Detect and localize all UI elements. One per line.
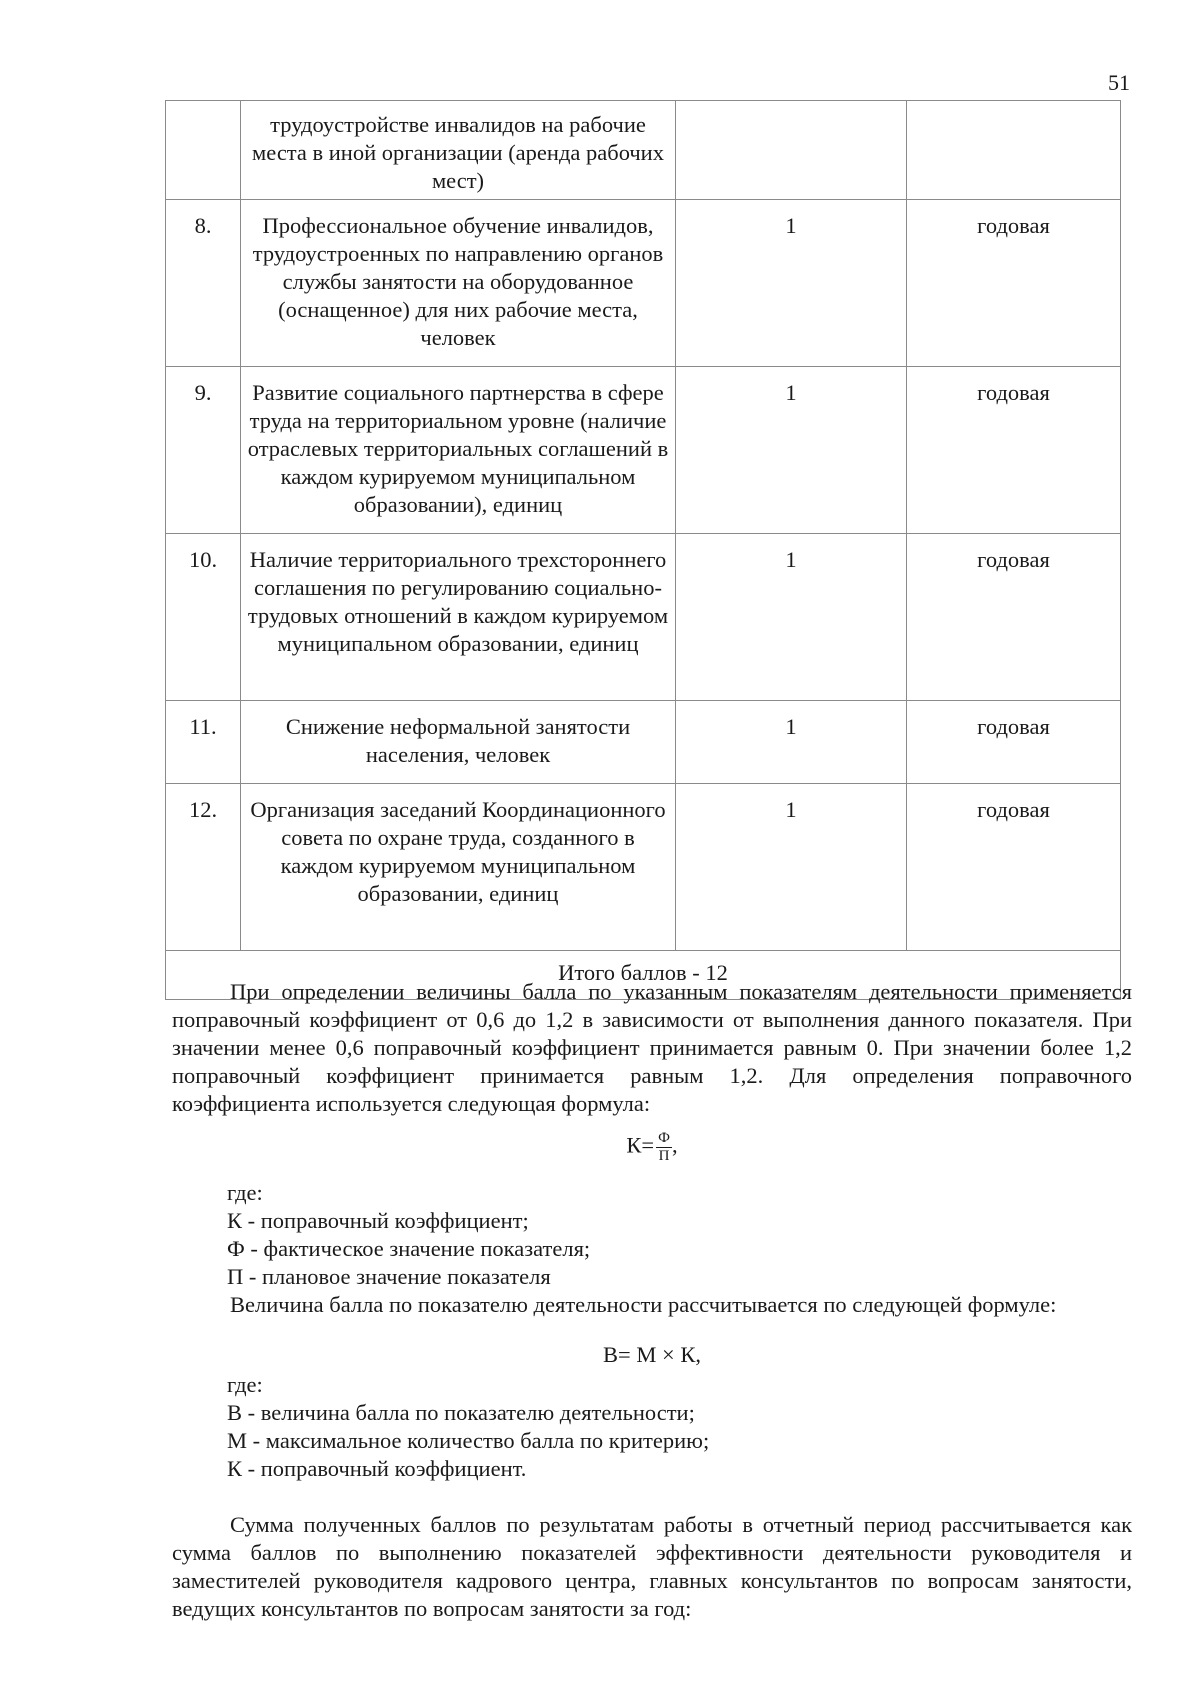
row-max-cell: [676, 101, 907, 200]
table-row: [166, 701, 1121, 784]
formula-coefficient: [172, 1130, 1132, 1165]
table-row: [166, 200, 1121, 367]
row-name-cell: Наличие территориального трехстороннего соглашения по регулированию социально-трудовых отношений в каждом курируемом муниципальном образовании, единиц: [241, 534, 676, 701]
formula-lhs: К=: [626, 1132, 655, 1158]
row-max-cell: 1: [676, 200, 907, 367]
where-label: где:: [227, 1372, 263, 1397]
row-period-cell: годовая: [907, 701, 1121, 784]
row-period-cell: годовая: [907, 200, 1121, 367]
table-row: [166, 784, 1121, 951]
row-number-cell: 10.: [166, 534, 241, 701]
definition-item: К - поправочный коэффициент;: [227, 1208, 529, 1233]
definition-item: К - поправочный коэффициент.: [227, 1456, 527, 1481]
definition-item: П - плановое значение показателя: [227, 1264, 551, 1289]
table-row: [166, 101, 1121, 200]
where-label: где:: [227, 1180, 263, 1205]
total-cell: Итого баллов - 12: [166, 951, 1121, 1000]
row-period-cell: годовая: [907, 784, 1121, 951]
row-number-cell: 12.: [166, 784, 241, 951]
row-name-cell: Развитие социального партнерства в сфере труда на территориальном уровне (наличие отраслевых территориальных соглашений в каждом курируемом муниципальном образовании), единиц: [241, 367, 676, 534]
definition-item: М - максимальное количество балла по критерию;: [227, 1428, 710, 1453]
row-period-cell: годовая: [907, 534, 1121, 701]
row-max-cell: 1: [676, 534, 907, 701]
row-max-cell: 1: [676, 784, 907, 951]
row-name-cell: Профессиональное обучение инвалидов, трудоустроенных по направлению органов службы занятости на оборудованное (оснащенное) для них рабочие места, человек: [241, 200, 676, 367]
formula-score: В= М × К,: [603, 1342, 701, 1367]
table-row: [166, 534, 1121, 701]
paragraph-score-formula-intro: Величина балла по показателю деятельности рассчитывается по следующей формуле:: [230, 1292, 1057, 1317]
formula-fraction: [656, 1130, 672, 1165]
paragraph-sum-of-scores: Сумма полученных баллов по результатам работы в отчетный период рассчитывается как сумма баллов по выполнению показателей эффективности деятельности руководителя и заместителей руководителя кадрового центра, главных консультантов по вопросам занятости, ведущих консультантов по вопросам занятости за год:: [172, 1512, 1132, 1621]
paragraph-correction-coefficient: При определении величины балла по указанным показателям деятельности применяется поправочный коэффициент от 0,6 до 1,2 в зависимости от выполнения данного показателя. При значении менее 0,6 поправочный коэффициент принимается равным 0. При значении более 1,2 поправочный коэффициент принимается равным 1,2. Для определения поправочного коэффициента используется следующая формула:: [172, 979, 1132, 1116]
row-period-cell: годовая: [907, 367, 1121, 534]
fraction-numerator: Ф: [658, 1130, 670, 1146]
page-number: 51: [1108, 70, 1130, 95]
definition-item: В - величина балла по показателю деятельности;: [227, 1400, 695, 1425]
row-number-cell: 8.: [166, 200, 241, 367]
criteria-table: [165, 100, 1121, 1000]
definition-item: Ф - фактическое значение показателя;: [227, 1236, 591, 1261]
body-text: [172, 978, 1132, 1623]
row-name-cell: трудоустройстве инвалидов на рабочие места в иной организации (аренда рабочих мест): [241, 101, 676, 200]
table-row: [166, 367, 1121, 534]
fraction-denominator: П: [658, 1148, 670, 1164]
row-name-cell: Организация заседаний Координационного совета по охране труда, созданного в каждом курируемом муниципальном образовании, единиц: [241, 784, 676, 951]
row-number-cell: 9.: [166, 367, 241, 534]
row-number-cell: 11.: [166, 701, 241, 784]
formula-suffix: ,: [671, 1132, 678, 1158]
row-max-cell: 1: [676, 701, 907, 784]
row-period-cell: [907, 101, 1121, 200]
row-number-cell: [166, 101, 241, 200]
row-max-cell: 1: [676, 367, 907, 534]
row-name-cell: Снижение неформальной занятости населения, человек: [241, 701, 676, 784]
